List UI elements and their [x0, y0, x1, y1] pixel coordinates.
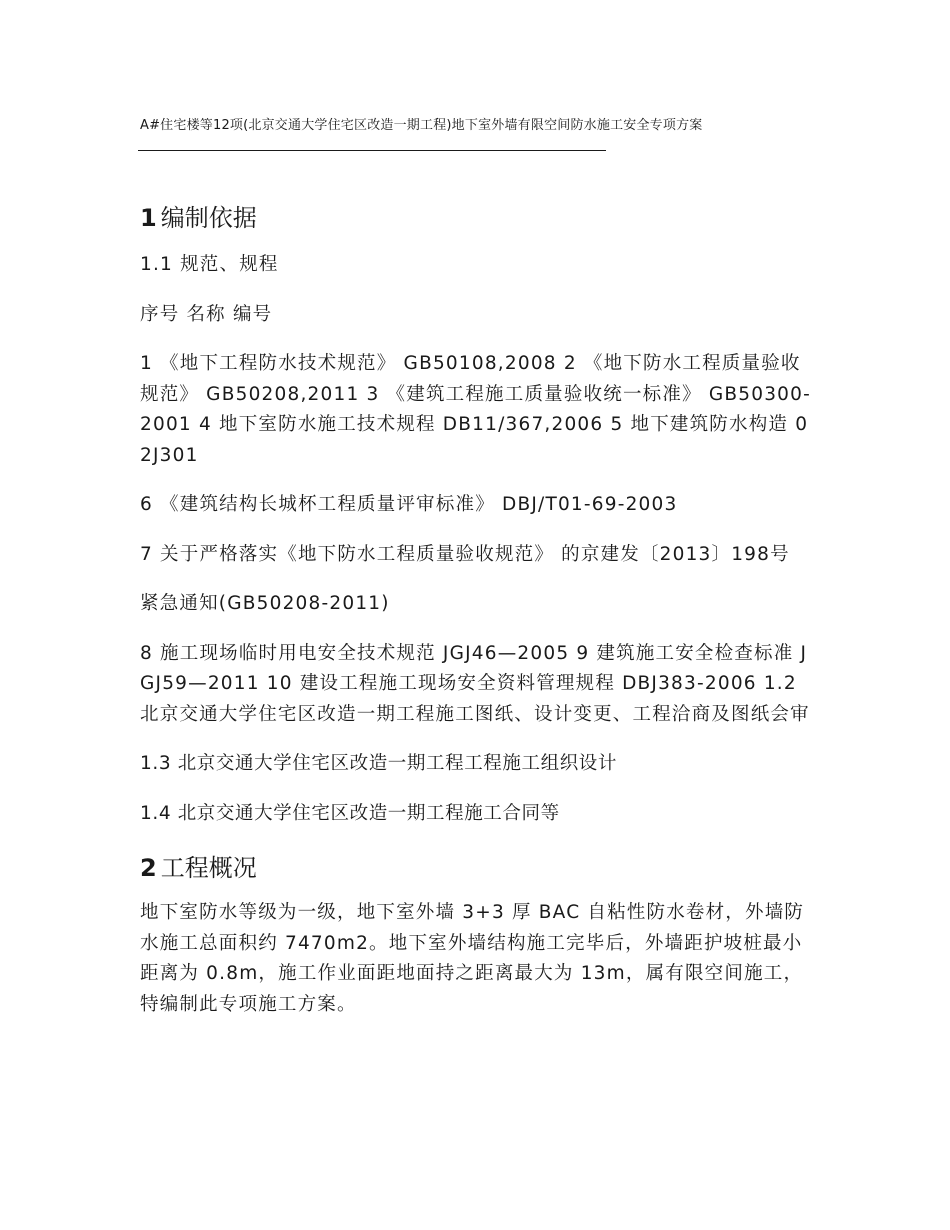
standard-6: 6 《建筑结构长城杯工程质量评审标准》 DBJ/T01-69-2003 [140, 494, 678, 515]
section-1-title: 编制依据 [160, 204, 257, 232]
running-header: A#住宅楼等12项(北京交通大学住宅区改造一期工程)地下室外墙有限空间防水施工安全专项方案 [140, 118, 703, 133]
project-overview-paragraph: 地下室防水等级为一级，地下室外墙 3+3 厚 BAC 自粘性防水卷材，外墙防水施工总面积约 7470m2。地下室外墙结构施工完毕后，外墙距护坡桩最小距离为 0.8m，施工作业面距地面持之距离最大为 13m，属有限空间施工，特编制此专项施工方案。 [140, 902, 805, 1015]
standard-7-note: 紧急通知(GB50208-2011) [140, 593, 390, 614]
header-rule [138, 150, 606, 151]
section-1-number: 1 [140, 204, 157, 232]
subsection-1-3: 1.3 北京交通大学住宅区改造一期工程工程施工组织设计 [140, 753, 618, 774]
section-1-heading [140, 198, 812, 238]
document-body [140, 198, 812, 1039]
subsection-1-4: 1.4 北京交通大学住宅区改造一期工程施工合同等 [140, 802, 560, 824]
standards-list-1-5: 1 《地下工程防水技术规范》 GB50108,2008 2 《地下防水工程质量验收规范》 GB50208,2011 3 《建筑工程施工质量验收统一标准》 GB50300-2001 4 地下室防水施工技术规程 DB11/367,2006 5 地下建筑防水构造 02J301 [140, 353, 811, 466]
section-2-heading [140, 848, 812, 888]
standard-7: 7 关于严格落实《地下防水工程质量验收规范》 的京建发〔2013〕198号 [140, 543, 790, 565]
section-2-title: 工程概况 [160, 854, 257, 882]
standards-list-8-10: 8 施工现场临时用电安全技术规范 JGJ46—2005 9 建筑施工安全检查标准 JGJ59—2011 10 建设工程施工现场安全资料管理规程 DBJ383-2006 1.2 北京交通大学住宅区改造一期工程施工图纸、设计变更、工程洽商及图纸会审 [140, 642, 810, 725]
section-2-number: 2 [140, 854, 157, 882]
subsection-1-1: 1.1 规范、规程 [140, 254, 279, 275]
table-header-line: 序号 名称 编号 [140, 303, 273, 325]
